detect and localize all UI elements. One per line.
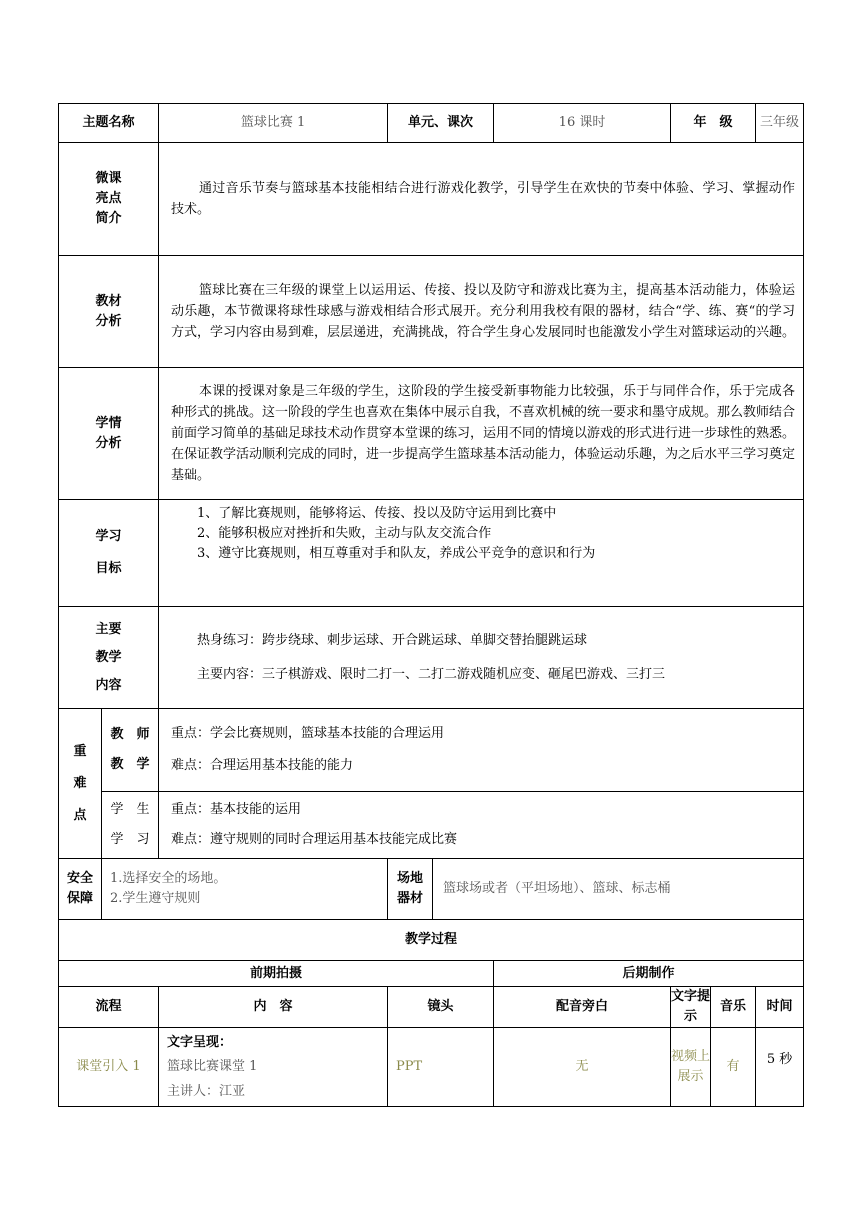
teacher-label: 教 师 教 学	[102, 709, 159, 792]
teacher-cell	[159, 709, 804, 792]
safety-item: 2.学生遵守规则	[110, 891, 201, 906]
highlights-text: 通过音乐节奏与篮球基本技能相结合进行游戏化教学，引导学生在欢快的节奏中体验、学习、掌握动作技术。	[171, 181, 796, 217]
row-time: 5 秒	[756, 1028, 804, 1107]
venue-value: 篮球场或者（平坦场地）、篮球、标志桶	[443, 881, 671, 896]
highlights-label: 微课 亮点 简介	[59, 143, 159, 256]
content-warmup: 热身练习：跨步绕球、刺步运球、开合跳运球、单脚交替抬腿跳运球	[197, 632, 588, 648]
col-flow: 流程	[59, 987, 159, 1028]
col-shot: 镜头	[388, 987, 494, 1028]
venue-cell	[388, 859, 804, 920]
safety-cell	[102, 859, 388, 920]
process-title: 教学过程	[59, 920, 804, 961]
content-label: 主要 教学 内容	[59, 607, 159, 709]
difficulty-label: 重 难 点	[59, 709, 102, 859]
row-content: 文字呈现： 篮球比赛课堂 1 主讲人：江亚	[159, 1028, 388, 1107]
process-phase-row	[59, 961, 804, 987]
process-header-row	[59, 987, 804, 1028]
row-shot: PPT	[388, 1028, 494, 1107]
topic-label: 主题名称	[59, 104, 159, 143]
objective-item: 2、能够积极应对挫折和失败，主动与队友交流合作	[197, 526, 492, 541]
student-label: 学 生 学 习	[102, 792, 159, 859]
objectives-cell	[159, 500, 804, 607]
students-text: 本课的授课对象是三年级的学生，这阶段的学生接受新事物能力比较强，乐于与同伴合作，乐于完成各种形式的挑战。这一阶段的学生也喜欢在集体中展示自我，不喜欢机械的统一要求和墨守成规。那么教师结合前面学习简单的基础足球技术动作贯穿本堂课的练习，运用不同的情境以游戏的形式进行进一步球性的熟悉。在保证教学活动顺利完成的同时，进一步提高学生篮球基本活动能力，体验运动乐趣，为之后水平三学习奠定基础。	[171, 384, 796, 483]
pre-production-label: 前期拍摄	[59, 961, 494, 987]
difficulty-student-row	[59, 792, 804, 859]
student-difficult-point: 难点：遵守规则的同时合理运用基本技能完成比赛	[171, 832, 458, 847]
material-text: 篮球比赛在三年级的课堂上以运用运、传接、投以及防守和游戏比赛为主，提高基本活动能力，体验运动乐趣，本节微课将球性球感与游戏相结合形式展开。充分利用我校有限的器材，结合“学、练、赛“的学习方式，学习内容由易到难，层层递进，充满挑战，符合学生身心发展同时也能激发小学生对篮球运动的兴趣。	[171, 283, 796, 340]
difficulty-teacher-row	[59, 709, 804, 792]
row-music: 有	[711, 1028, 756, 1107]
process-row	[59, 1028, 804, 1107]
row-voice: 无	[494, 1028, 671, 1107]
material-row	[59, 256, 804, 368]
col-music: 音乐	[711, 987, 756, 1028]
students-text-cell	[159, 368, 804, 500]
topic-value: 篮球比赛 1	[159, 104, 388, 143]
students-label: 学情 分析	[59, 368, 159, 500]
objectives-label: 学习 目标	[59, 500, 159, 607]
objective-item: 1、了解比赛规则，能够将运、传接、投以及防守运用到比赛中	[197, 506, 557, 521]
grade-value: 三年级	[756, 104, 804, 143]
post-production-label: 后期制作	[494, 961, 804, 987]
content-main: 主要内容：三子棋游戏、限时二打一、二打二游戏随机应变、砸尾巴游戏、三打三	[197, 666, 666, 682]
objective-item: 3、遵守比赛规则，相互尊重对手和队友，养成公平竞争的意识和行为	[197, 546, 596, 561]
content-row	[59, 607, 804, 709]
process-title-row	[59, 920, 804, 961]
student-key-point: 重点：基本技能的运用	[171, 802, 302, 817]
safety-label: 安全 保障	[59, 859, 102, 920]
highlights-text-cell	[159, 143, 804, 256]
safety-item: 1.选择安全的场地。	[110, 871, 227, 886]
unit-value: 16 课时	[494, 104, 671, 143]
row-flow: 课堂引入 1	[59, 1028, 159, 1107]
teacher-key-point: 重点：学会比赛规则，篮球基本技能的合理运用	[171, 726, 445, 741]
grade-label: 年 级	[671, 104, 756, 143]
material-label: 教材 分析	[59, 256, 159, 368]
col-time: 时间	[756, 987, 804, 1028]
col-content: 内 容	[159, 987, 388, 1028]
content-cell	[159, 607, 804, 709]
teacher-difficult-point: 难点：合理运用基本技能的能力	[171, 758, 354, 773]
venue-label: 场地 器材	[388, 859, 433, 919]
material-text-cell	[159, 256, 804, 368]
row-text-hint: 视频上展示	[671, 1028, 711, 1107]
col-text-hint: 文字提示	[671, 987, 711, 1028]
student-cell	[159, 792, 804, 859]
header-row	[59, 104, 804, 143]
unit-label: 单元、课次	[388, 104, 494, 143]
highlights-row	[59, 143, 804, 256]
objectives-row	[59, 500, 804, 607]
lesson-plan-table	[58, 103, 804, 1107]
safety-row	[59, 859, 804, 920]
col-voice: 配音旁白	[494, 987, 671, 1028]
students-row	[59, 368, 804, 500]
